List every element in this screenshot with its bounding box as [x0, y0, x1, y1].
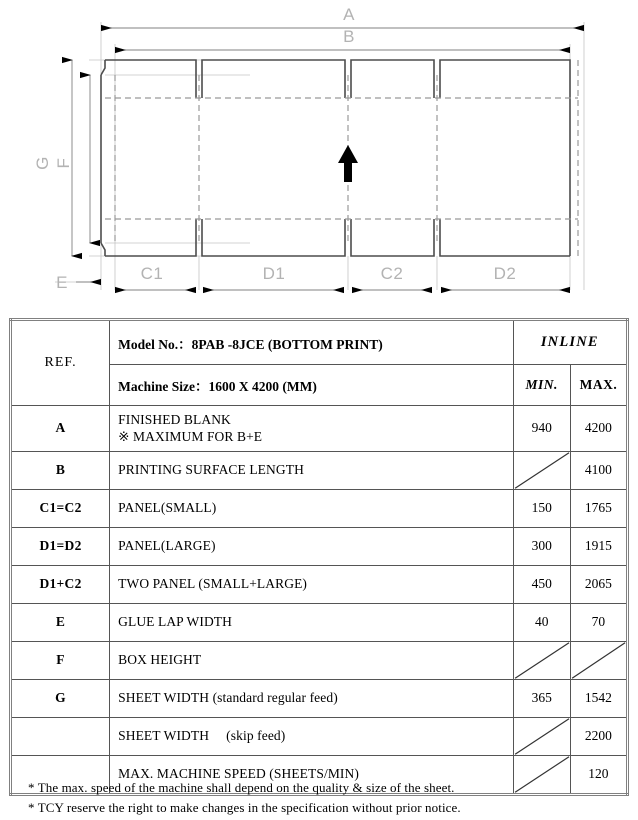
cell-min-value: [513, 679, 570, 717]
cell-max-value: [570, 603, 627, 641]
min-value: 300: [531, 538, 552, 554]
dimension-e: [56, 273, 101, 292]
ref-label: B: [55, 462, 66, 478]
max-value: 120: [588, 766, 609, 782]
cell-description: [110, 406, 514, 452]
ref-label: D1+C2: [39, 576, 82, 592]
cell-min-value: [513, 603, 570, 641]
dimension-label-c2: C2: [380, 264, 404, 283]
min-value: 940: [531, 420, 552, 436]
table-row: [11, 451, 628, 489]
cell-min-value: [513, 451, 570, 489]
cell-description: [110, 565, 514, 603]
dimension-label-d2: D2: [493, 264, 517, 283]
min-value: 365: [531, 690, 552, 706]
cell-ref: [11, 641, 110, 679]
table-row: [11, 406, 628, 452]
cell-max-value: [570, 527, 627, 565]
ref-label: E: [55, 614, 66, 630]
ref-label: F: [56, 652, 65, 668]
min-value: 450: [531, 576, 552, 592]
cell-min-value: [513, 527, 570, 565]
cell-ref: [11, 603, 110, 641]
header-inline-label: INLINE: [540, 334, 599, 350]
min-value: 40: [534, 614, 549, 630]
max-value: 2065: [584, 576, 612, 592]
description-line-1: GLUE LAP WIDTH: [118, 614, 233, 630]
cell-min-value: [513, 717, 570, 755]
cell-ref: [11, 527, 110, 565]
description-line-1: FINISHED BLANK: [118, 412, 231, 427]
dimension-label-f: F: [54, 157, 73, 169]
cell-min-value: [513, 489, 570, 527]
footnote: * The max. speed of the machine shall depend on the quality & size of the sheet.: [28, 780, 455, 795]
specification-table-body: [11, 320, 628, 795]
blank-outline: [101, 60, 570, 256]
description-line-1: PRINTING SURFACE LENGTH: [118, 462, 304, 478]
cell-ref: [11, 451, 110, 489]
cell-description: [110, 603, 514, 641]
cell-max-value: [570, 451, 627, 489]
cell-description: [110, 527, 514, 565]
header-cell-inline: [513, 320, 627, 365]
dimension-label-a: A: [343, 5, 355, 24]
description-line-1: SHEET WIDTH (standard regular feed): [118, 690, 338, 706]
dimension-label-d1: D1: [262, 264, 286, 283]
min-value: 150: [531, 500, 552, 516]
ref-label: A: [55, 420, 66, 436]
feed-direction-arrow: [338, 145, 358, 182]
max-value: [571, 655, 626, 665]
ref-label: D1=D2: [39, 538, 82, 554]
table-row: [11, 527, 628, 565]
cell-max-value: [570, 565, 627, 603]
max-value: 4200: [584, 420, 612, 436]
ref-label: C1=C2: [39, 500, 82, 516]
witness-lines: [55, 22, 584, 290]
footnote: * TCY reserve the right to make changes in the specification without prior notice.: [28, 800, 461, 816]
max-value: 1542: [584, 690, 612, 706]
cell-ref: [11, 406, 110, 452]
max-value: 4100: [584, 462, 612, 478]
dimension-label-b: B: [343, 27, 355, 46]
cell-min-value: [513, 641, 570, 679]
description-line-1: TWO PANEL (SMALL+LARGE): [118, 576, 308, 592]
description-line-1: SHEET WIDTH (skip feed): [118, 728, 286, 744]
description-line-1: PANEL(LARGE): [118, 538, 216, 554]
cell-description: [110, 679, 514, 717]
dimension-b: [115, 27, 570, 50]
description-line-1: MAX. MACHINE SPEED (SHEETS/MIN): [118, 766, 359, 782]
min-value: [514, 655, 570, 665]
max-value: 1765: [584, 500, 612, 516]
header-cell-max: [570, 365, 627, 406]
ref-label: G: [55, 690, 66, 706]
specification-table: [9, 318, 629, 796]
cell-description: [110, 641, 514, 679]
header-min-label: MIN.: [525, 377, 558, 392]
header-cell-machine-size: [110, 365, 514, 406]
header-model-label: Model No.：8PAB -8JCE (BOTTOM PRINT): [118, 336, 383, 352]
table-row: [11, 679, 628, 717]
dimension-label-c1: C1: [140, 264, 164, 283]
header-cell-ref: [11, 320, 110, 406]
table-row: [11, 489, 628, 527]
table-row: [11, 603, 628, 641]
cell-max-value: [570, 406, 627, 452]
ref-label: [12, 731, 109, 741]
carton-blank-drawing: [0, 0, 638, 312]
header-cell-min: [513, 365, 570, 406]
cell-ref: [11, 565, 110, 603]
table-row: [11, 641, 628, 679]
description-line-1: BOX HEIGHT: [118, 652, 202, 668]
cell-min-value: [513, 406, 570, 452]
cell-min-value: [513, 565, 570, 603]
panel-dimension-labels: [141, 264, 517, 283]
cell-max-value: [570, 489, 627, 527]
dimension-label-e: E: [56, 273, 68, 292]
cell-max-value: [570, 679, 627, 717]
footnotes-block: [28, 778, 628, 818]
header-machine-size-label: Machine Size：1600 X 4200 (MM): [118, 379, 317, 394]
description-line-1: PANEL(SMALL): [118, 500, 217, 516]
cell-ref: [11, 489, 110, 527]
header-cell-model: [110, 320, 514, 365]
cell-ref: [11, 679, 110, 717]
min-value: [514, 465, 570, 475]
max-value: 1915: [584, 538, 612, 554]
dimension-label-g: G: [33, 156, 52, 170]
cell-max-value: [570, 641, 627, 679]
table-row: [11, 717, 628, 755]
dimension-a: [101, 5, 584, 28]
cell-max-value: [570, 717, 627, 755]
cell-description: [110, 451, 514, 489]
header-ref-label: REF.: [44, 355, 77, 370]
cell-ref: [11, 717, 110, 755]
max-value: 70: [591, 614, 606, 630]
max-value: 2200: [584, 728, 612, 744]
header-max-label: MAX.: [579, 377, 618, 392]
cell-description: [110, 489, 514, 527]
specification-table-container: [9, 318, 629, 796]
cell-description: [110, 717, 514, 755]
table-row: [11, 565, 628, 603]
description-line-2: ※ MAXIMUM FOR B+E: [118, 429, 263, 445]
min-value: [514, 731, 570, 741]
table-header-row-model: [11, 320, 628, 365]
